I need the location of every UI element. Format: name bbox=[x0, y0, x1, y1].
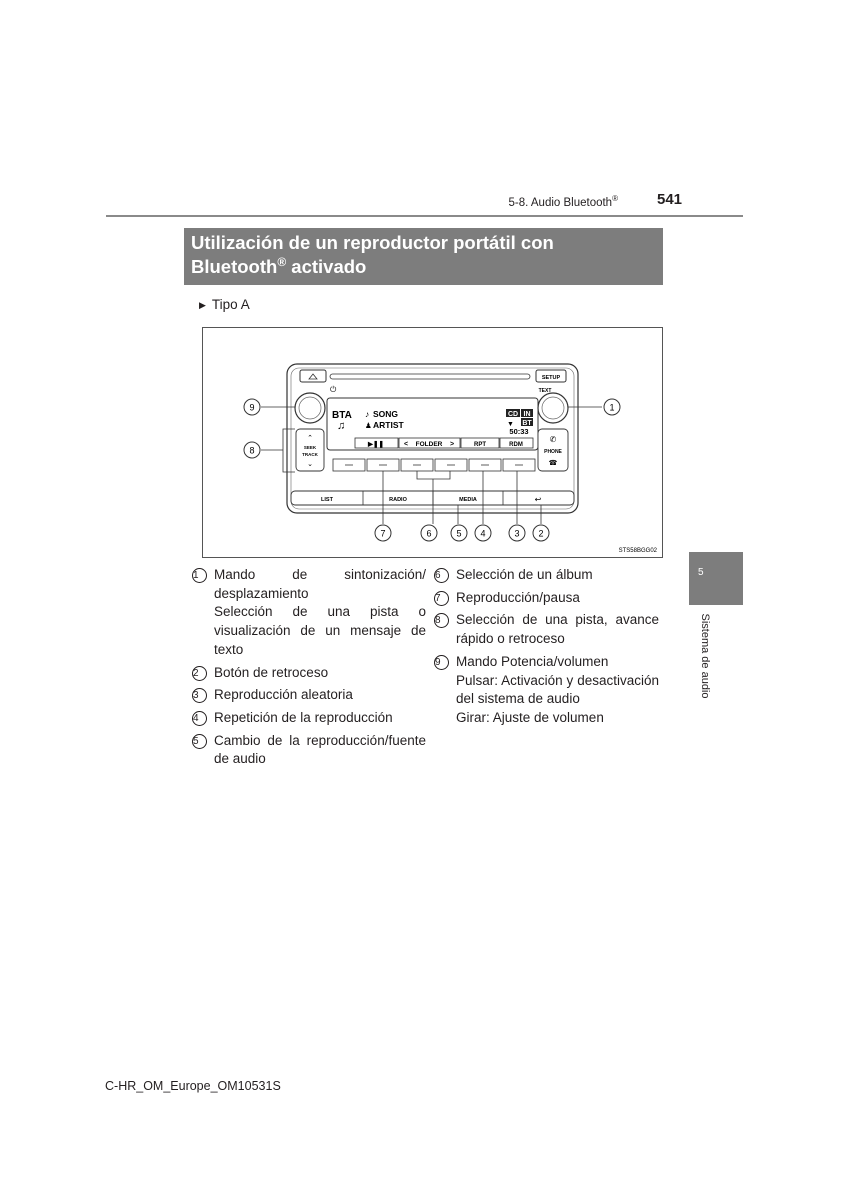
preset-buttons bbox=[333, 459, 535, 471]
callout-5: 5 bbox=[456, 528, 462, 539]
subheading bbox=[199, 297, 250, 312]
legend-item-text: Selección de un álbum bbox=[456, 567, 593, 582]
legend-item-number: 8 bbox=[434, 613, 449, 628]
registered-mark: ® bbox=[612, 194, 618, 203]
back-icon: ↩ bbox=[534, 495, 542, 504]
legend-item bbox=[192, 566, 426, 660]
tune-scroll-knob bbox=[538, 393, 568, 423]
legend-item bbox=[434, 653, 659, 728]
legend-item-text: Girar: Ajuste de volumen bbox=[456, 709, 604, 725]
legend-item-number: 4 bbox=[192, 711, 207, 726]
legend-item-number: 7 bbox=[434, 591, 449, 606]
radio-label: RADIO bbox=[389, 497, 407, 503]
legend-item-text: Reproducción aleatoria bbox=[214, 687, 353, 703]
bt-badge-label: BT bbox=[522, 420, 532, 427]
callout-9: 9 bbox=[249, 402, 255, 413]
chapter-tab bbox=[689, 552, 743, 605]
power-volume-knob bbox=[295, 393, 325, 423]
folder-label: FOLDER bbox=[415, 441, 443, 448]
display-music-icon: ♫ bbox=[337, 420, 346, 432]
display-song: SONG bbox=[373, 409, 399, 419]
legend-item-number: 6 bbox=[434, 568, 449, 583]
callout-3: 3 bbox=[514, 528, 520, 539]
legend-item-number: 9 bbox=[434, 655, 449, 670]
phone-label: PHONE bbox=[544, 449, 562, 455]
seek-up-icon: ⌃ bbox=[307, 435, 313, 442]
display-artist: ARTIST bbox=[373, 420, 404, 430]
eject-button bbox=[300, 370, 326, 382]
legend-item-text: Repetición de la reproducción bbox=[214, 709, 393, 725]
media-label: MEDIA bbox=[459, 497, 477, 503]
bottom-button-bar bbox=[291, 491, 574, 505]
legend-item bbox=[192, 686, 426, 705]
play-pause-label: ▶❚❚ bbox=[368, 441, 384, 448]
audio-unit-figure bbox=[202, 327, 663, 558]
heading-line-1: Utilización de un reproductor portátil con bbox=[191, 232, 554, 253]
legend-item-text: Cambio de la reproducción/fuente de audio bbox=[214, 732, 426, 767]
legend-item-text: Mando Potencia/volumen bbox=[456, 653, 609, 669]
legend-item-number: 3 bbox=[192, 688, 207, 703]
subheading-text: Tipo A bbox=[211, 297, 250, 312]
callout-2: 2 bbox=[538, 528, 544, 539]
legend-item bbox=[192, 709, 426, 728]
folder-next-label: > bbox=[450, 441, 455, 448]
legend-item-number: 2 bbox=[192, 666, 207, 681]
display-source: BTA bbox=[332, 410, 352, 421]
callout-7: 7 bbox=[380, 528, 386, 539]
legend-item-text: Selección de una pista o visualización de un mensaje de texto bbox=[214, 604, 426, 657]
list-label: LIST bbox=[321, 497, 333, 503]
section-heading bbox=[184, 228, 663, 285]
chapter-tab-number: 5 bbox=[698, 567, 704, 578]
text-label: TEXT bbox=[538, 388, 552, 394]
footer-code: C-HR_OM_Europe_OM10531S bbox=[105, 1079, 281, 1093]
setup-label: SETUP bbox=[541, 375, 561, 381]
legend-item-text: Reproducción/pausa bbox=[456, 589, 580, 605]
legend-item-number: 1 bbox=[192, 568, 207, 583]
power-icon: ⏻ bbox=[330, 385, 337, 394]
running-header bbox=[509, 194, 619, 209]
page-number: 541 bbox=[657, 191, 683, 208]
legend-item-text: Mando de sintonización/ desplazamiento bbox=[214, 567, 426, 601]
legend-item-text: Botón de retroceso bbox=[214, 664, 329, 680]
legend-item bbox=[434, 589, 659, 608]
callout-1: 1 bbox=[609, 402, 615, 413]
cd-slot bbox=[330, 374, 530, 379]
heading-registered-mark: ® bbox=[277, 254, 287, 269]
heading-line-2 bbox=[191, 255, 663, 279]
heading-bluetooth: Bluetooth bbox=[191, 256, 278, 277]
legend-item bbox=[434, 611, 659, 648]
legend-item-text: Selección de una pista, avance rápido o retroceso bbox=[456, 612, 659, 647]
legend-list-left bbox=[192, 566, 426, 773]
signal-icon: ▼ bbox=[507, 421, 514, 428]
legend-item bbox=[192, 732, 426, 769]
cd-badge-label: CD bbox=[507, 411, 519, 418]
display-song-icon: ♪ bbox=[365, 409, 370, 419]
display-time: 50:33 bbox=[509, 427, 529, 436]
legend-item bbox=[434, 566, 659, 585]
display-artist-icon: ♟ bbox=[365, 421, 372, 430]
heading-rest: activado bbox=[286, 256, 367, 277]
callout-4: 4 bbox=[480, 528, 486, 539]
legend-item bbox=[192, 664, 426, 683]
legend-item-text: Pulsar: Activación y desactivación del sistema de audio bbox=[456, 672, 659, 707]
phone-hangup-icon: ☎ bbox=[548, 460, 558, 467]
seek-label: SEEK bbox=[303, 445, 317, 450]
audio-unit-diagram bbox=[203, 328, 664, 559]
in-badge-label: IN bbox=[523, 411, 531, 418]
seek-down-icon: ⌄ bbox=[307, 461, 313, 468]
legend-item-number: 5 bbox=[192, 734, 207, 749]
rpt-label: RPT bbox=[474, 442, 486, 448]
rdm-label: RDM bbox=[509, 442, 523, 448]
chapter-tab-label: Sistema de audio bbox=[699, 613, 711, 699]
folder-prev-label: < bbox=[404, 441, 409, 448]
callout-6: 6 bbox=[426, 528, 432, 539]
track-label: TRACK bbox=[302, 452, 318, 457]
triangle-marker-icon: ▶ bbox=[199, 300, 206, 310]
figure-code: STS58BGG02 bbox=[618, 548, 657, 554]
legend-list-right bbox=[434, 566, 659, 732]
phone-pickup-icon: ✆ bbox=[549, 435, 557, 444]
section-title: 5-8. Audio Bluetooth bbox=[508, 196, 613, 209]
callout-8: 8 bbox=[249, 445, 255, 456]
header-rule bbox=[106, 215, 743, 217]
